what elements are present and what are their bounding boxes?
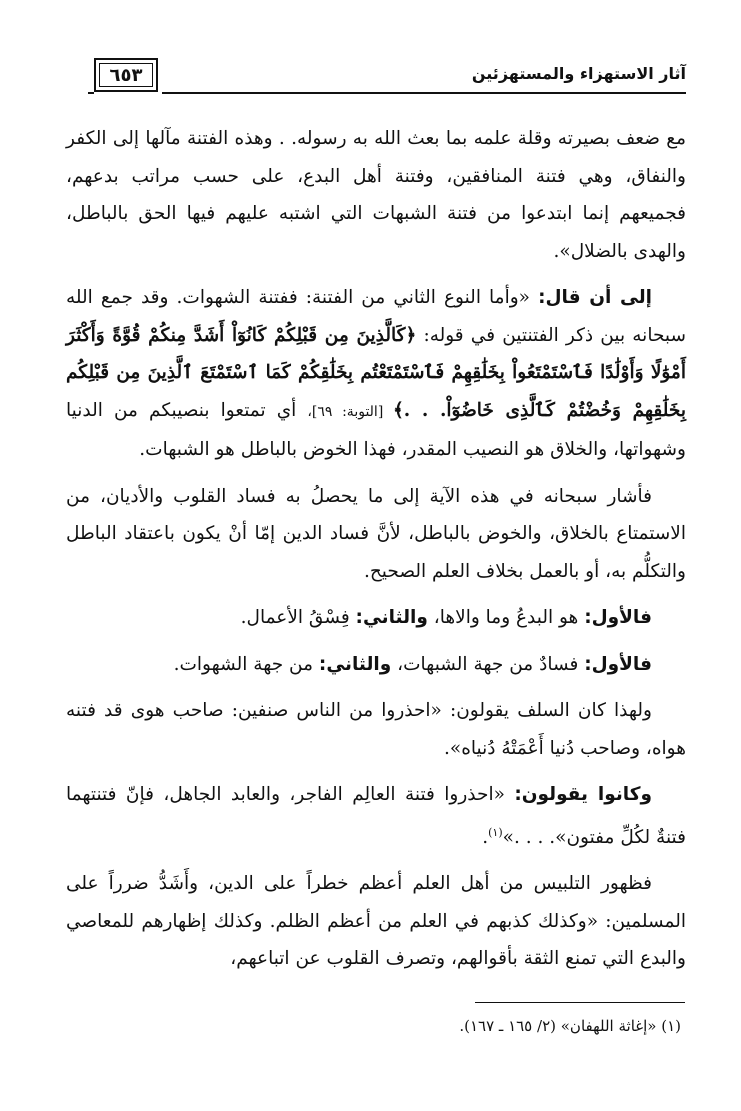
footnote-marker[interactable]: (١): [488, 825, 503, 839]
paragraph-8: [66, 865, 686, 978]
paragraph-7-end: .: [482, 826, 489, 848]
paragraph-7-text: «احذروا فتنة العالِم الفاجر، والعابد الجاهل، فإنّ فتنتهما فتنةٌ لكُلِّ مفتون». . . .»: [66, 784, 686, 848]
paragraph-4-text-b: فِسْقُ الأعمال.: [240, 607, 356, 628]
footnote-rule: [475, 1002, 685, 1003]
footnote: (١) «إغاثة اللهفان» (٢/ ١٦٥ ـ ١٦٧).: [459, 1017, 681, 1035]
paragraph-5-bold-b: والثاني:: [318, 653, 392, 675]
paragraph-3: [66, 478, 686, 591]
paragraph-5-text-a: فسادٌ من جهة الشبهات،: [391, 653, 585, 675]
page-number-box: [94, 58, 158, 92]
header-left-tick: [88, 92, 94, 94]
paragraph-4-text-a: هو البدعُ وما والاها،: [427, 607, 585, 628]
paragraph-4: [66, 599, 686, 637]
paragraph-6-text: ولهذا كان السلف يقولون: «احذروا من الناس صنفين: صاحب هوى قد فتنه هواه، وصاحب دُنيا أَعْمَتْهُ دُنياه».: [66, 700, 686, 759]
paragraph-1: [66, 120, 686, 270]
paragraph-5: [66, 646, 686, 684]
book-title: آثار الاستهزاء والمستهزئين: [471, 64, 686, 83]
paragraph-2-text-a: «وأما النوع الثاني من الفتنة: ففتنة الشهوات. وقد جمع الله سبحانه بين ذكر الفتنتين في قوله:: [66, 287, 686, 346]
paragraph-7-lead: وكانوا يقولون:: [514, 784, 653, 805]
header-rule: [162, 92, 686, 94]
paragraph-5-text-b: من جهة الشهوات.: [173, 653, 319, 675]
paragraph-4-bold-b: والثاني:: [355, 607, 428, 628]
verse-reference: [التوبة: ٦٩]،: [307, 403, 393, 420]
paragraph-4-bold-a: فالأول:: [584, 607, 652, 628]
paragraph-7: [66, 776, 686, 856]
page-number: ٦٥٣: [109, 65, 143, 86]
paragraph-1-text: مع ضعف بصيرته وقلة علمه بما بعث الله به رسوله. . وهذه الفتنة مآلها إلى الكفر والنفاق، وهي فتنة المنافقين، وفتنة أهل البدع، على حسب مراتب بدعهم، فجميعهم إنما ابتدعوا من فتنة الشبهات التي اشتبه عليهم فيها الحق بالباطل، والهدى بالضلال».: [66, 128, 686, 262]
paragraph-6: [66, 692, 686, 767]
paragraph-2: [66, 279, 686, 469]
paragraph-5-bold-a: فالأول:: [584, 653, 652, 675]
quran-verse: ﴿كَالَّذِينَ مِن قَبْلِكُمْ كَانُوٓاْ أَشَدَّ مِنكُمْ قُوَّةً وَأَكْثَرَ أَمْوَٰلًا وَأَوْلَٰدًا فَٱسْتَمْتَعُواْ بِخَلَٰقِهِمْ فَٱسْتَمْتَعْتُم بِخَلَٰقِكُمْ كَمَا ٱسْتَمْتَعَ ٱلَّذِينَ مِن قَبْلِكُم بِخَلَٰقِهِمْ وَخُضْتُمْ كَٱلَّذِى خَاضُوٓاْ. . .﴾: [66, 324, 686, 421]
body-text: [66, 120, 686, 987]
paragraph-2-text-b: أي تمتعوا بنصيبكم من الدنيا وشهواتها، والخلاق هو النصيب المقدر، فهذا الخوض بالباطل هو الشبهات.: [66, 399, 686, 460]
paragraph-8-text: فظهور التلبيس من أهل العلم أعظم خطراً على الدين، وأَشَدُّ ضرراً على المسلمين: «وكذلك كذبهم في العلم من أعظم الظلم. وكذلك إظهارهم للمعاصي والبدع التي تمنع الثقة بأقوالهم، وتصرف القلوب عن اتباعهم،: [66, 873, 686, 970]
paragraph-3-text: فأشار سبحانه في هذه الآية إلى ما يحصلُ به فساد القلوب والأديان، من الاستمتاع بالخلاق، والخوض بالباطل، لأنَّ فساد الدين إمّا أنْ يكون باعتقاد الباطل والتكلُّم به، أو بالعمل بخلاف العلم الصحيح.: [66, 485, 686, 582]
running-header: [88, 58, 686, 102]
paragraph-2-lead: إلى أن قال:: [538, 287, 652, 308]
